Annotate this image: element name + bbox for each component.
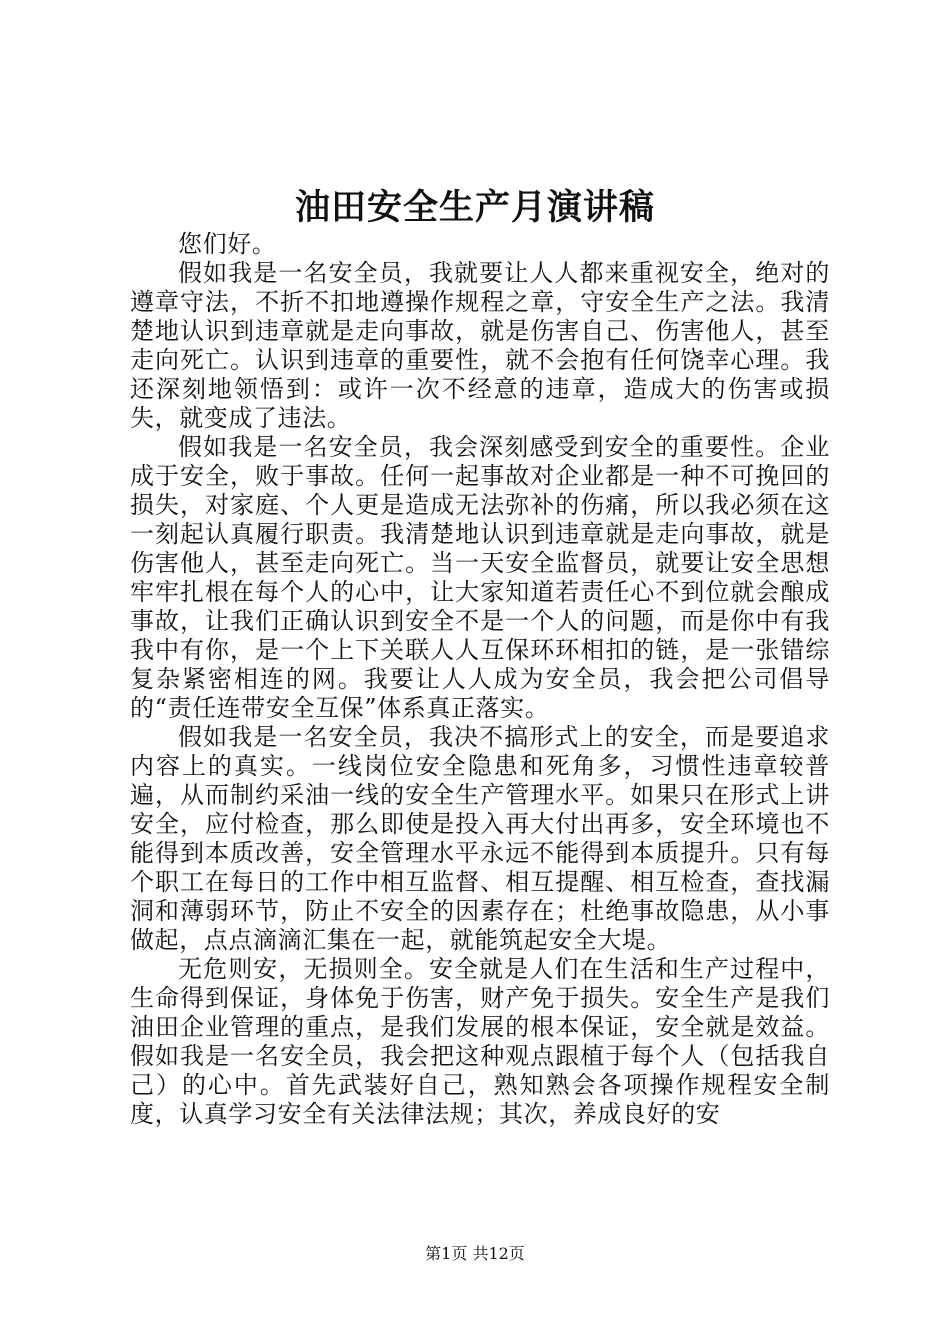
- body-paragraph-2: 假如我是一名安全员，我会深刻感受到安全的重要性。企业成于安全，败于事故。任何一起事故对企业都是一种不可挽回的损失，对家庭、个人更是造成无法弥补的伤痛，所以我必须在这一刻起认真履行职责。我清楚地认识到违章就是走向事故，就是伤害他人，甚至走向死亡。当一天安全监督员，就要让安全思想牢牢扎根在每个人的心中，让大家知道若责任心不到位就会酿成事故，让我们正确认识到安全不是一个人的问题，而是你中有我我中有你，是一个上下关联人人互保环环相扣的链，是一张错综复杂紧密相连的网。我要让人人成为安全员，我会把公司倡导的“责任连带安全互保”体系真正落实。: [130, 433, 830, 722]
- greeting-paragraph: 您们好。: [178, 230, 277, 258]
- body-paragraph-4: 无危则安，无损则全。安全就是人们在生活和生产过程中，生命得到保证，身体免于伤害，财产免于损失。安全生产是我们油田企业管理的重点，是我们发展的根本保证，安全就是效益。假如我是一名安全员，我会把这种观点跟植于每个人（包括我自己）的心中。首先武装好自己，熟知熟会各项操作规程安全制度，认真学习安全有关法律法规；其次，养成良好的安: [130, 955, 830, 1128]
- body-paragraph-1: 假如我是一名安全员，我就要让人人都来重视安全，绝对的遵章守法，不折不扣地遵操作规程之章，守安全生产之法。我清楚地认识到违章就是走向事故，就是伤害自己、伤害他人，甚至走向死亡。认识到违章的重要性，就不会抱有任何饶幸心理。我还深刻地领悟到：或许一次不经意的违章，造成大的伤害或损失，就变成了违法。: [130, 259, 830, 432]
- body-paragraph-3: 假如我是一名安全员，我决不搞形式上的安全，而是要追求内容上的真实。一线岗位安全隐患和死角多，习惯性违章较普遍，从而制约采油一线的安全生产管理水平。如果只在形式上讲安全，应付检查，那么即使是投入再大付出再多，安全环境也不能得到本质改善，安全管理水平永远不能得到本质提升。只有每个职工在每日的工作中相互监督、相互提醒、相互检查，查找漏洞和薄弱环节，防止不安全的因素存在；杜绝事故隐患，从小事做起，点点滴滴汇集在一起，就能筑起安全大堤。: [130, 723, 830, 954]
- page-number-footer: 第1页 共12页: [425, 1244, 525, 1263]
- document-title: 油田安全生产月演讲稿: [294, 187, 655, 228]
- document-body: [130, 230, 830, 1129]
